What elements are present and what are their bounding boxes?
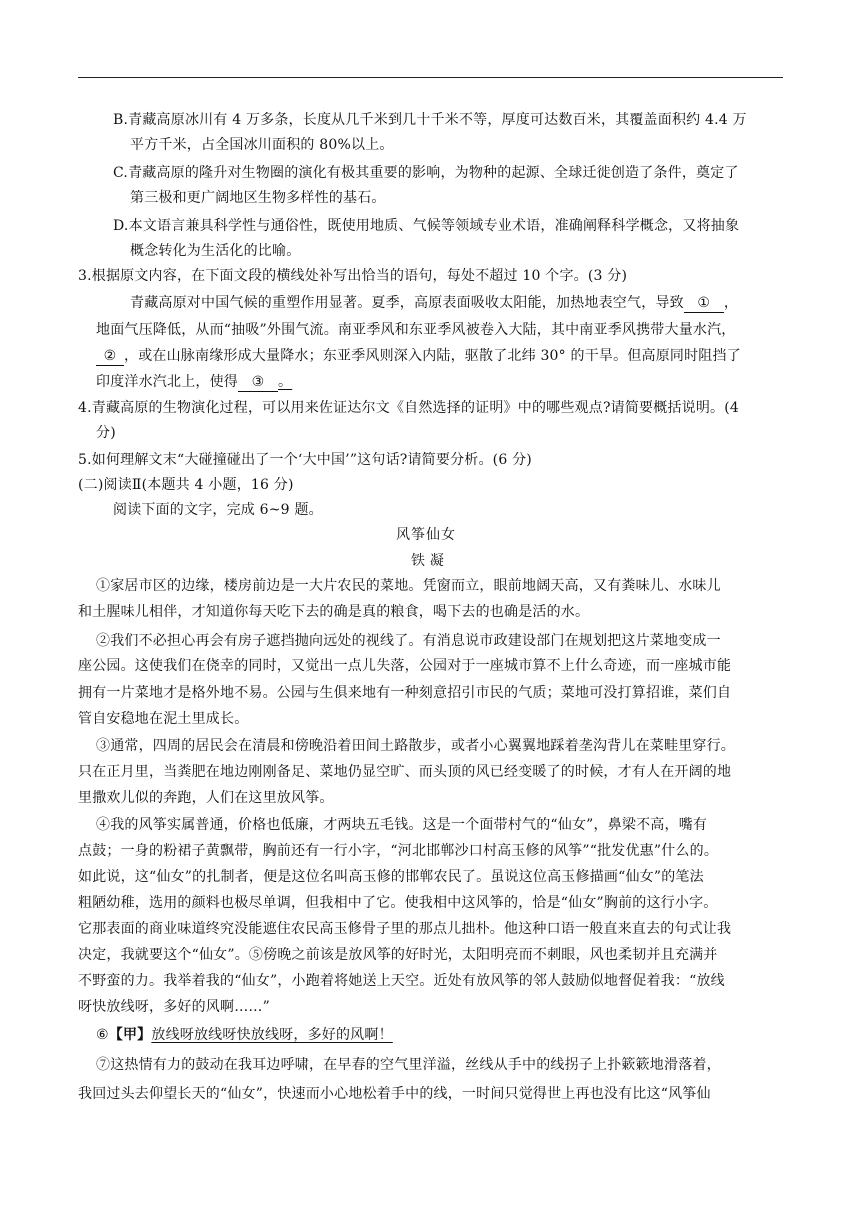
question-3-line-3 xyxy=(96,346,741,366)
section-2-heading: (二)阅读Ⅱ(本题共 4 小题，16 分) xyxy=(78,477,294,493)
paragraph-4-line-3: 如此说，这“仙女”的扎制者，便是这位名叫高玉修的邯郸农民了。虽说这位高玉修描画“仙女”的笔法 xyxy=(78,869,704,885)
paragraph-4-line-2: 点鼓；一身的粉裙子黄飘带，胸前还有一行小字，“河北邯郸沙口村高玉修的风筝”“批发优惠”什么的。 xyxy=(78,843,719,859)
q3-text-4a: 印度洋水汽北上，使得 xyxy=(96,374,238,390)
paragraph-1-line-1: ①家居市区的边缘，楼房前边是一大片农民的菜地。凭窗而立，眼前地阔天高，又有粪味儿、水味儿 xyxy=(96,578,721,594)
option-c-line-2: 第三极和更广阔地区生物多样性的基石。 xyxy=(130,190,386,206)
q3-text-4b: 。 xyxy=(278,374,293,390)
header-rule xyxy=(78,77,783,78)
paragraph-2-line-1: ②我们不必担心再会有房子遮挡抛向远处的视线了。有消息说市政建设部门在规划把这片菜地变成一 xyxy=(96,633,721,649)
paragraph-4-line-8: 呀快放线呀，多好的风啊……” xyxy=(78,999,270,1015)
paragraph-2-line-3: 拥有一片菜地才是格外地不易。公园与生俱来地有一种刻意招引市民的气质；菜地可没打算招谁，菜们自 xyxy=(78,685,732,701)
paragraph-4-line-1: ④我的风筝实属普通，价格也低廉，才两块五毛钱。这是一个面带村气的“仙女”，鼻梁不高，嘴有 xyxy=(96,817,708,833)
paragraph-6-number: ⑥ xyxy=(96,1027,109,1043)
question-3-line-4 xyxy=(96,372,292,392)
paragraph-6 xyxy=(96,1025,393,1045)
option-d-line-2: 概念转化为生活化的比喻。 xyxy=(130,243,301,259)
question-3-line-2: 地面气压降低，从而“抽吸”外围气流。南亚季风和东亚季风被卷入大陆，其中南亚季风携带大量水汽， xyxy=(96,322,736,338)
question-3-stem: 3.根据原文内容，在下面文段的横线处补写出恰当的语句，每处不超过 10 个字。(3 分) xyxy=(78,268,628,284)
article-title: 风筝仙女 xyxy=(396,527,456,543)
paragraph-7-line-2: 我回过头去仰望长天的“仙女”，快速而小心地松着手中的线，一时间只觉得世上再也没有比这“风筝仙 xyxy=(78,1086,711,1102)
paragraph-4-line-4: 粗陋幼稚，选用的颜料也极尽单调，但我相中了它。使我相中这风筝的，恰是“仙女”胸前的这行小字。 xyxy=(78,895,718,911)
option-d-line-1: D.本文语言兼具科学性与通俗性，既使用地质、气候等领域专业术语，准确阐释科学概念，又将抽象 xyxy=(113,218,740,234)
q3-text-3: ，或在山脉南缘形成大量降水；东亚季风则深入内陆，驱散了北纬 30° 的干旱。但高原同时阻挡了 xyxy=(124,348,741,364)
q3-text-1a: 青藏高原对中国气候的重塑作用显著。夏季，高原表面吸收太阳能，加热地表空气，导致 xyxy=(130,295,684,311)
section-2-instruction: 阅读下面的文字，完成 6~9 题。 xyxy=(113,502,323,518)
underlined-sentence-jia: 放线呀放线呀快放线呀，多好的风啊！ xyxy=(151,1027,393,1043)
paragraph-4-line-5: 它那表面的商业味道终究没能遮住农民高玉修骨子里的那点儿拙朴。他这种口语一般直来直去的句式让我 xyxy=(78,921,732,937)
paragraph-2-line-2: 座公园。这使我们在侥幸的同时，又觉出一点儿失落，公园对于一座城市算不上什么奇迹，而一座城市能 xyxy=(78,658,732,674)
option-b-line-1: B.青藏高原冰川有 4 万多条，长度从几千米到几十千米不等，厚度可达数百米，其覆盖面积约 4.4 万 xyxy=(113,112,747,128)
option-b-line-2: 平方千米，占全国冰川面积的 80%以上。 xyxy=(130,137,394,153)
paragraph-1-line-2: 和土腥味儿相伴，才知道你每天吃下去的确是真的粮食，喝下去的也确是活的水。 xyxy=(78,604,590,620)
q3-text-1b: ， xyxy=(723,295,739,311)
question-4-line-1: 4.青藏高原的生物演化过程，可以用来佐证达尔文《自然选择的证明》中的哪些观点?请简要概括说明。(4 xyxy=(78,400,740,416)
question-4-line-2: 分) xyxy=(96,425,116,441)
answer-blank-1[interactable]: ① xyxy=(684,295,724,313)
paragraph-4-line-6: 决定，我就要这个“仙女”。⑤傍晚之前该是放风筝的好时光，太阳明亮而不刺眼，风也柔韧并且充满并 xyxy=(78,947,718,963)
paragraph-2-line-4: 管自安稳地在泥土里成长。 xyxy=(78,711,249,727)
article-author: 铁 凝 xyxy=(411,553,445,569)
answer-blank-3[interactable]: ③ xyxy=(238,374,278,392)
paragraph-4-line-7: 不野蛮的力。我举着我的“仙女”，小跑着将她送上天空。近处有放风筝的邻人鼓励似地督促着我：“放线 xyxy=(78,973,725,989)
paragraph-3-line-3: 里撒欢儿似的奔跑，人们在这里放风筝。 xyxy=(78,790,334,806)
paragraph-3-line-2: 只在正月里，当粪肥在地边刚刚备足、菜地仍显空旷、而头顶的风已经变暖了的时候，才有人在开阔的地 xyxy=(78,764,732,780)
question-5: 5.如何理解文末“大碰撞碰出了一个‘大中国’”这句话?请简要分析。(6 分) xyxy=(78,452,532,468)
answer-blank-2[interactable]: ② xyxy=(96,348,124,366)
paragraph-7-line-1: ⑦这热情有力的鼓动在我耳边呼啸，在早春的空气里洋溢，丝线从手中的线拐子上扑簌簌地滑落着， xyxy=(96,1057,721,1073)
question-3-line-1 xyxy=(130,293,738,313)
paragraph-3-line-1: ③通常，四周的居民会在清晨和傍晚沿着田间土路散步，或者小心翼翼地踩着垄沟背儿在菜畦里穿行。 xyxy=(96,738,735,754)
marker-jia: 【甲】 xyxy=(108,1027,152,1043)
option-c-line-1: C.青藏高原的隆升对生物圈的演化有极其重要的影响，为物种的起源、全球迁徙创造了条件，奠定了 xyxy=(113,165,739,181)
